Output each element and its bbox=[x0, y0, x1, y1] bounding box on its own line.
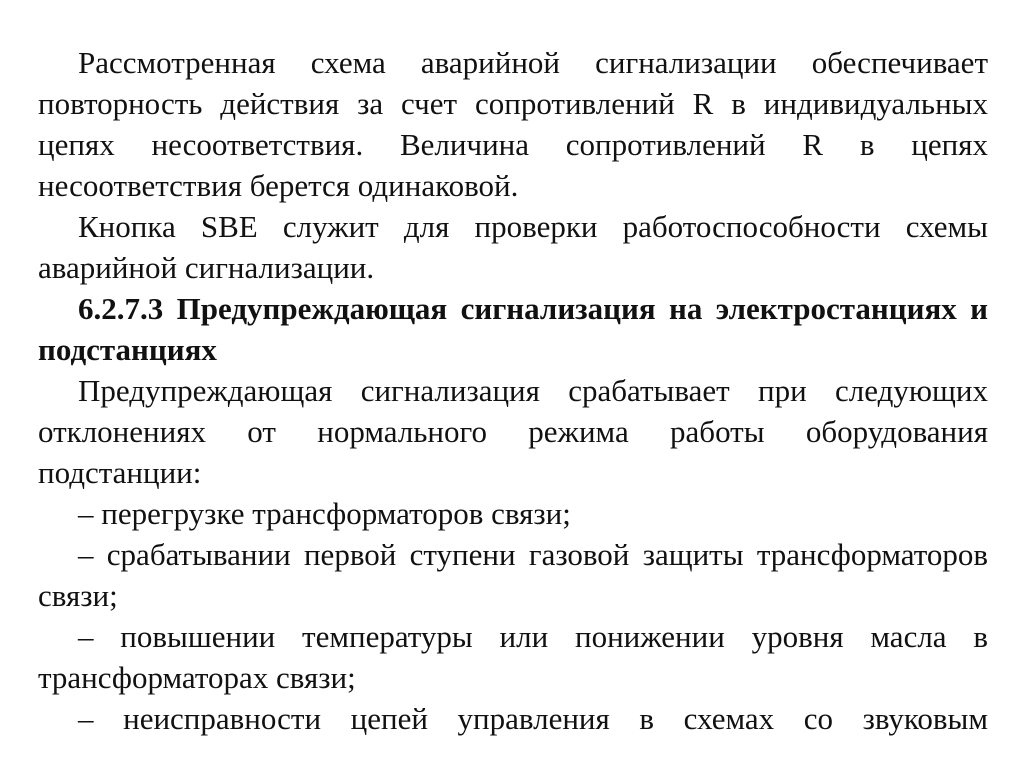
document-page bbox=[38, 42, 988, 739]
paragraph-sbe-button: Кнопка SBE служит для проверки работоспособности схемы аварийной сигнализации. bbox=[38, 209, 988, 285]
paragraph-warning-signaling: Предупреждающая сигнализация срабатывает при следующих отклонениях от нормального режима работы оборудования подстанции: bbox=[38, 373, 988, 490]
list-item-gas-protection: – срабатывании первой ступени газовой защиты трансформаторов связи; bbox=[38, 537, 988, 613]
list-item-control-circuits: – неисправности цепей управления в схемах со звуковым bbox=[78, 701, 988, 736]
list-item-oil-temperature: – повышении температуры или понижении уровня масла в трансформаторах связи; bbox=[38, 619, 988, 695]
list-item-overload: – перегрузке трансформаторов связи; bbox=[78, 496, 571, 531]
paragraph-emergency-signaling: Рассмотренная схема аварийной сигнализации обеспечивает повторность действия за счет сопротивлений R в индивидуальных цепях несоответствия. Величина сопротивлений R в цепях несоответствия берется одинаковой. bbox=[38, 45, 988, 203]
section-heading: 6.2.7.3 Предупреждающая сигнализация на электростанциях и подстанциях bbox=[38, 291, 988, 367]
